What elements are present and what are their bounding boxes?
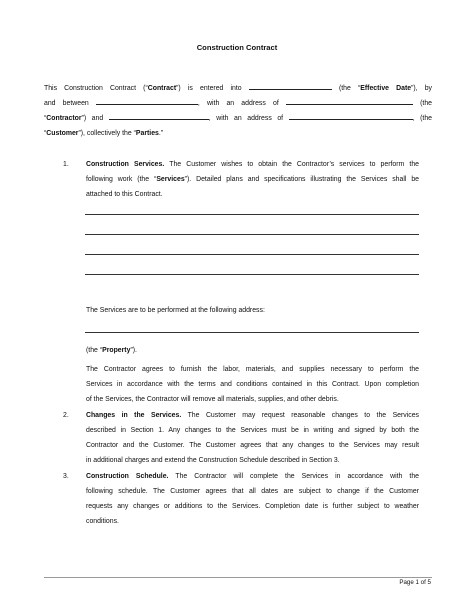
text: , (the bbox=[412, 115, 432, 122]
contractor-term: Contractor bbox=[46, 115, 82, 122]
text: and between bbox=[44, 100, 89, 107]
section-2-number: 2. bbox=[63, 412, 69, 419]
materials-line-2: Services in accordance with the terms and conditions contained in this Contract. Upon completion bbox=[86, 381, 419, 388]
intro-line-3 bbox=[44, 111, 432, 126]
text: This Construction Contract (“ bbox=[44, 85, 148, 92]
section-3-line-2: following schedule. The Customer agrees that all dates are subject to change if the Customer bbox=[86, 488, 419, 495]
intro-line-4 bbox=[44, 126, 432, 141]
property-address-line[interactable] bbox=[85, 332, 419, 333]
customer-name-blank[interactable] bbox=[109, 112, 209, 120]
work-description-line-2[interactable] bbox=[85, 234, 419, 235]
text: ”), by bbox=[411, 85, 433, 92]
customer-address-blank[interactable] bbox=[289, 112, 413, 120]
section-2-heading: Changes in the Services. bbox=[86, 412, 182, 419]
text: (the “ bbox=[86, 347, 103, 354]
materials-paragraph bbox=[86, 362, 419, 407]
section-3-number: 3. bbox=[63, 473, 69, 480]
section-3-heading: Construction Schedule. bbox=[86, 473, 169, 480]
text: The Contractor will complete the Services in accordance with the bbox=[168, 473, 419, 480]
section-2-paragraph bbox=[86, 408, 419, 468]
work-description-line-3[interactable] bbox=[85, 254, 419, 255]
text: , with an address of bbox=[197, 100, 279, 107]
work-description-line-4[interactable] bbox=[85, 274, 419, 275]
text: “ bbox=[44, 130, 47, 137]
intro-paragraph bbox=[44, 81, 432, 141]
page-number: Page 1 of 5 bbox=[399, 579, 431, 586]
property-definition bbox=[86, 343, 419, 358]
materials-line-1: The Contractor agrees to furnish the labor, materials, and supplies necessary to perform the bbox=[86, 366, 419, 373]
section-2-line-4: in additional charges and extend the Construction Schedule described in Section 3. bbox=[86, 457, 340, 464]
text: ”). Detailed plans and specifications illustrating the Services shall be bbox=[184, 176, 419, 183]
text: ”). bbox=[130, 347, 137, 354]
text: , with an address of bbox=[208, 115, 284, 122]
services-term: Services bbox=[156, 176, 185, 183]
property-term: Property bbox=[102, 347, 131, 354]
text: The Customer may request reasonable changes to the Services bbox=[181, 412, 419, 419]
footer-divider bbox=[44, 577, 432, 578]
work-description-line-1[interactable] bbox=[85, 214, 419, 215]
section-1-line-1 bbox=[86, 157, 419, 172]
section-3-line-4: conditions. bbox=[86, 518, 119, 525]
intro-line-2 bbox=[44, 96, 432, 111]
section-1-line-3: attached to this Contract. bbox=[86, 191, 163, 198]
section-3-line-3: requests any changes or additions to the Services. Completion date is further subject to weather bbox=[86, 503, 419, 510]
text: following work (the “ bbox=[86, 176, 157, 183]
materials-line-3: of the Services, the Contractor will remove all materials, supplies, and other debris. bbox=[86, 396, 339, 403]
text: (the “ bbox=[338, 85, 361, 92]
text: .” bbox=[158, 130, 164, 137]
section-2-line-1 bbox=[86, 408, 419, 423]
effective-date-blank[interactable] bbox=[249, 82, 332, 90]
section-2-line-3: Contractor and the Customer. The Customer agrees that any changes to the Services may result bbox=[86, 442, 419, 449]
text: The Customer wishes to obtain the Contractor’s services to perform the bbox=[164, 161, 419, 168]
customer-term: Customer bbox=[46, 130, 79, 137]
contractor-name-blank[interactable] bbox=[96, 97, 198, 105]
section-1-heading: Construction Services. bbox=[86, 161, 165, 168]
text: (the bbox=[420, 100, 432, 107]
section-3-paragraph bbox=[86, 469, 419, 529]
section-2-line-2: described in Section 1. Any changes to the Services must be in writing and signed by both the bbox=[86, 427, 419, 434]
contract-term: Contract bbox=[147, 85, 177, 92]
document-title: Construction Contract bbox=[196, 43, 278, 52]
effective-date-term: Effective Date bbox=[360, 85, 412, 92]
section-1-line-2 bbox=[86, 172, 419, 187]
text: ”), collectively the “ bbox=[78, 130, 136, 137]
text: ”) and bbox=[81, 115, 104, 122]
address-instruction: The Services are to be performed at the following address: bbox=[86, 307, 265, 314]
section-3-line-1 bbox=[86, 469, 419, 484]
text: ”) is entered into bbox=[176, 85, 242, 92]
contractor-address-blank[interactable] bbox=[286, 97, 413, 105]
section-1-paragraph bbox=[86, 157, 419, 202]
text: “ bbox=[44, 115, 47, 122]
intro-line-1 bbox=[44, 81, 432, 96]
parties-term: Parties bbox=[135, 130, 159, 137]
section-1-number: 1. bbox=[63, 161, 69, 168]
